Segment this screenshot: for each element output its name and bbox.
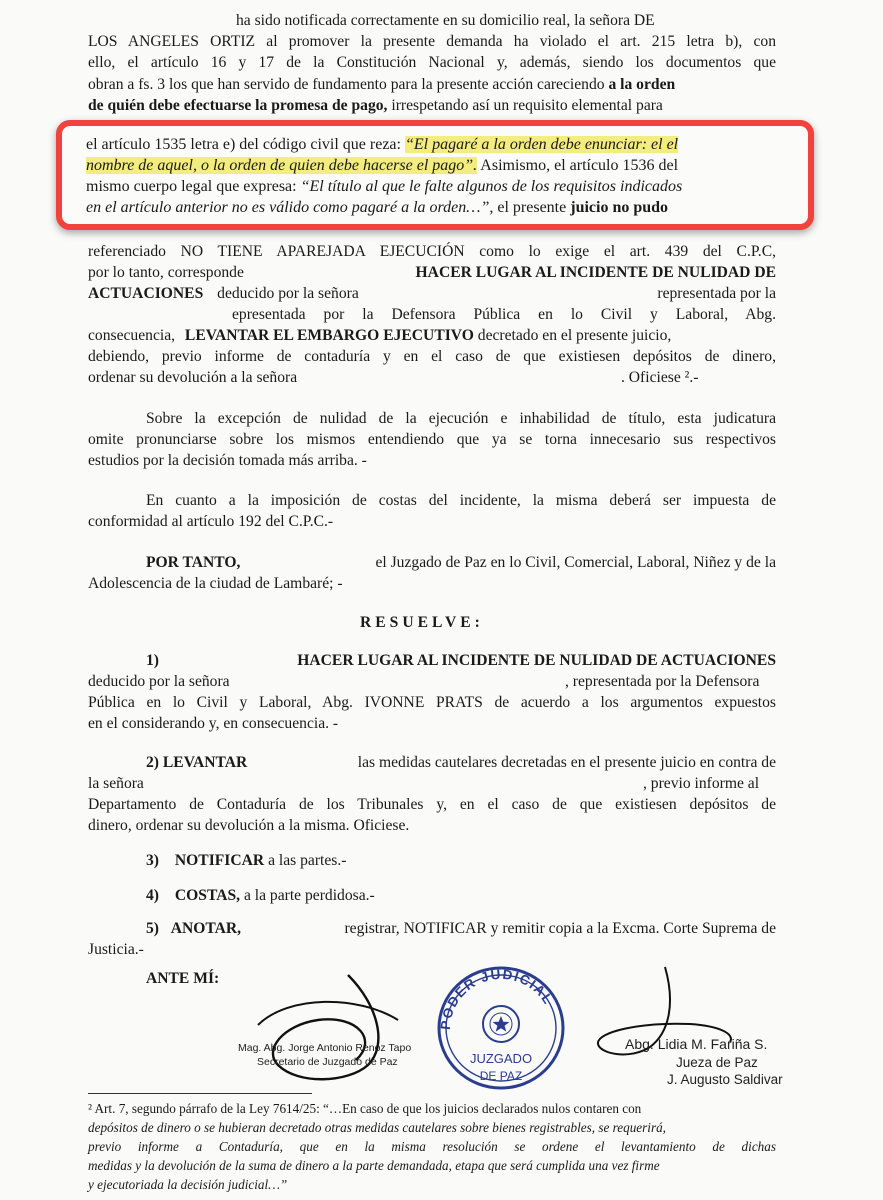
seal-text-1: JUZGADO <box>469 1051 533 1066</box>
text-line: Sobre la excepción de nulidad de la ejecución e inhabilidad de título, esta judicatura <box>146 410 776 427</box>
text-line: . Oficiese ².- <box>621 369 699 386</box>
text-line <box>88 283 776 304</box>
text-line: referenciado NO TIENE APAREJADA EJECUCIÓN como lo exige el art. 439 del C.P.C, <box>88 243 776 260</box>
footnote-line: previo informe a Contaduría, que en la misma resolución se ordene el levantamiento de dichas <box>88 1139 776 1154</box>
resolution-item-3 <box>146 850 346 871</box>
text-line <box>146 552 776 573</box>
footnote-line: medidas y la devolución de la suma de dinero a la parte demandada, etapa que será cumplida una vez firme <box>88 1158 660 1173</box>
text-line: la señora <box>88 775 144 792</box>
highlighted-quote: “El pagaré a la orden debe enunciar: el el <box>404 136 679 153</box>
text-span: mismo cuerpo legal que expresa: <box>86 178 297 195</box>
text-line: Pública en lo Civil y Laboral, Abg. IVONNE PRATS de acuerdo a los argumentos expuestos <box>88 694 776 711</box>
item-number: 5) <box>146 920 159 937</box>
resolution-item-5 <box>146 918 776 939</box>
bold-span: de quién debe efectuarse la promesa de pago, <box>88 97 388 114</box>
text-line: ello, el artículo 16 y 17 de la Constitución Nacional y, además, siendo los documentos que <box>88 54 776 71</box>
text-span: las medidas cautelares decretadas en el presente juicio en contra de <box>357 754 776 771</box>
bold-span: HACER LUGAR AL INCIDENTE DE NULIDAD DE ACTUACIONES <box>297 652 776 669</box>
bold-span: NOTIFICAR <box>174 852 265 869</box>
text-line: ordenar su devolución a la señora <box>88 369 298 386</box>
item-number: 1) <box>146 652 159 669</box>
text-span: el Juzgado de Paz en lo Civil, Comercial, Laboral, Niñez y de la <box>375 554 776 571</box>
bold-span: HACER LUGAR AL INCIDENTE DE NULIDAD DE <box>415 264 776 281</box>
text-line <box>86 176 682 197</box>
bold-span: POR TANTO, <box>146 554 241 571</box>
text-line: dinero, ordenar su devolución a la misma. Oficiese. <box>88 817 410 834</box>
footnote-line: depósitos de dinero o se hubieran decretado otras medidas cautelares sobre bienes registrables, se requerirá, <box>88 1120 666 1135</box>
bold-span: a la orden <box>608 76 676 93</box>
footnote-line: y ejecutoriada la decisión judicial…” <box>88 1177 288 1192</box>
resolution-item-4 <box>146 885 375 906</box>
text-line: , representada por la Defensora <box>565 673 760 690</box>
text-span: por lo tanto, corresponde <box>88 264 244 281</box>
resolution-item-1 <box>146 650 776 671</box>
signature-title-left: Secretario de Juzgado de Paz <box>257 1056 398 1068</box>
text-span: a las partes.- <box>268 852 347 869</box>
text-line <box>86 134 678 155</box>
signature-location-right: J. Augusto Saldivar <box>667 1072 783 1087</box>
text-line: conformidad al artículo 192 del C.P.C.- <box>88 513 334 530</box>
seal-text-2: DE PAZ <box>479 1069 523 1083</box>
seal-title: PODER JUDICIAL <box>437 966 557 1031</box>
footnote-line: ² Art. 7, segundo párrafo de la Ley 7614/25: “…En caso de que los juicios declarados nulos contaren con <box>88 1101 642 1116</box>
text-line <box>88 262 776 283</box>
text-line: En cuanto a la imposición de costas del incidente, la misma deberá ser impuesta de <box>146 492 776 509</box>
text-span: obran a fs. 3 los que han servido de fundamento para la presente acción careciendo <box>88 76 605 93</box>
judicial-seal <box>428 958 574 1090</box>
ante-mi-label: ANTE MÍ: <box>146 970 220 987</box>
signature-title-right: Jueza de Paz <box>676 1055 758 1070</box>
text-span: el presente <box>497 199 567 216</box>
resuelve-heading: RESUELVE: <box>360 614 484 631</box>
item-number: 3) <box>146 852 159 869</box>
text-line: Adolescencia de la ciudad de Lambaré; - <box>88 575 343 592</box>
bold-span: COSTAS, <box>174 887 241 904</box>
signature-name-left: Mag. Abg. Jorge Antonio Renoz Tapo <box>238 1042 412 1054</box>
bold-span: ANOTAR, <box>170 920 242 937</box>
bold-span: LEVANTAR EL EMBARGO EJECUTIVO <box>184 327 474 344</box>
text-line: , previo informe al <box>643 775 760 792</box>
text-line <box>88 325 776 346</box>
text-line <box>86 197 668 218</box>
text-line: LOS ANGELES ORTIZ al promover la presente demanda ha violado el art. 215 letra b), con <box>88 33 776 50</box>
text-line: en el considerando y, en consecuencia. - <box>88 715 339 732</box>
text-line <box>86 155 678 176</box>
svg-text:PODER JUDICIAL <box>438 967 556 1031</box>
highlight-callout <box>56 120 814 230</box>
text-line: debiendo, previo informe de contaduría y en el caso de que existiesen depósitos de dinero, <box>88 348 776 365</box>
text-line: estudios por la decisión tomada más arriba. - <box>88 452 367 469</box>
text-span: decretado en el presente juicio, <box>477 327 672 344</box>
text-span: deducido por la señora <box>217 285 359 302</box>
text-span: irrespetando así un requisito elemental para <box>391 97 663 114</box>
resolution-item-2 <box>146 752 776 773</box>
text-span: el artículo 1535 letra e) del código civil que reza: <box>86 136 401 153</box>
signature-scribble-left <box>228 965 403 1095</box>
bold-span: juicio no pudo <box>570 199 669 216</box>
text-line: Departamento de Contaduría de los Tribunales y, en el caso de que existiesen depósitos de <box>88 796 776 813</box>
text-span: a la parte perdidosa.- <box>243 887 375 904</box>
text-span: registrar, NOTIFICAR y remitir copia a la Excma. Corte Suprema de <box>344 920 776 937</box>
text-span: representada por la <box>657 285 776 302</box>
text-line <box>88 95 663 116</box>
text-line: deducido por la señora <box>88 673 230 690</box>
footnote-divider <box>88 1093 312 1094</box>
highlighted-quote: nombre de aquel, o la orden de quien debe hacerse el pago”. <box>86 157 478 174</box>
text-span: Asimismo, el artículo 1536 del <box>480 157 679 174</box>
text-line: omite pronunciarse sobre los mismos entendiendo que ya se torna innecesario sus respectivos <box>88 431 776 448</box>
text-line: ha sido notificada correctamente en su domicilio real, la señora DE <box>236 12 655 29</box>
text-line <box>88 74 675 95</box>
text-line: epresentada por la Defensora Pública en lo Civil y Laboral, Abg. <box>232 306 776 323</box>
italic-quote: “El título al que le falte algunos de los requisitos indicados <box>300 178 683 195</box>
item-number: 2) <box>146 754 159 771</box>
item-number: 4) <box>146 887 159 904</box>
italic-quote: en el artículo anterior no es válido como pagaré a la orden…”, <box>86 199 494 216</box>
signature-name-right: Abg. Lidia M. Fariña S. <box>625 1036 768 1052</box>
bold-span: ACTUACIONES <box>88 285 204 302</box>
bold-span: LEVANTAR <box>162 754 248 771</box>
text-line: Justicia.- <box>88 941 144 958</box>
text-span: consecuencia, <box>88 327 176 344</box>
